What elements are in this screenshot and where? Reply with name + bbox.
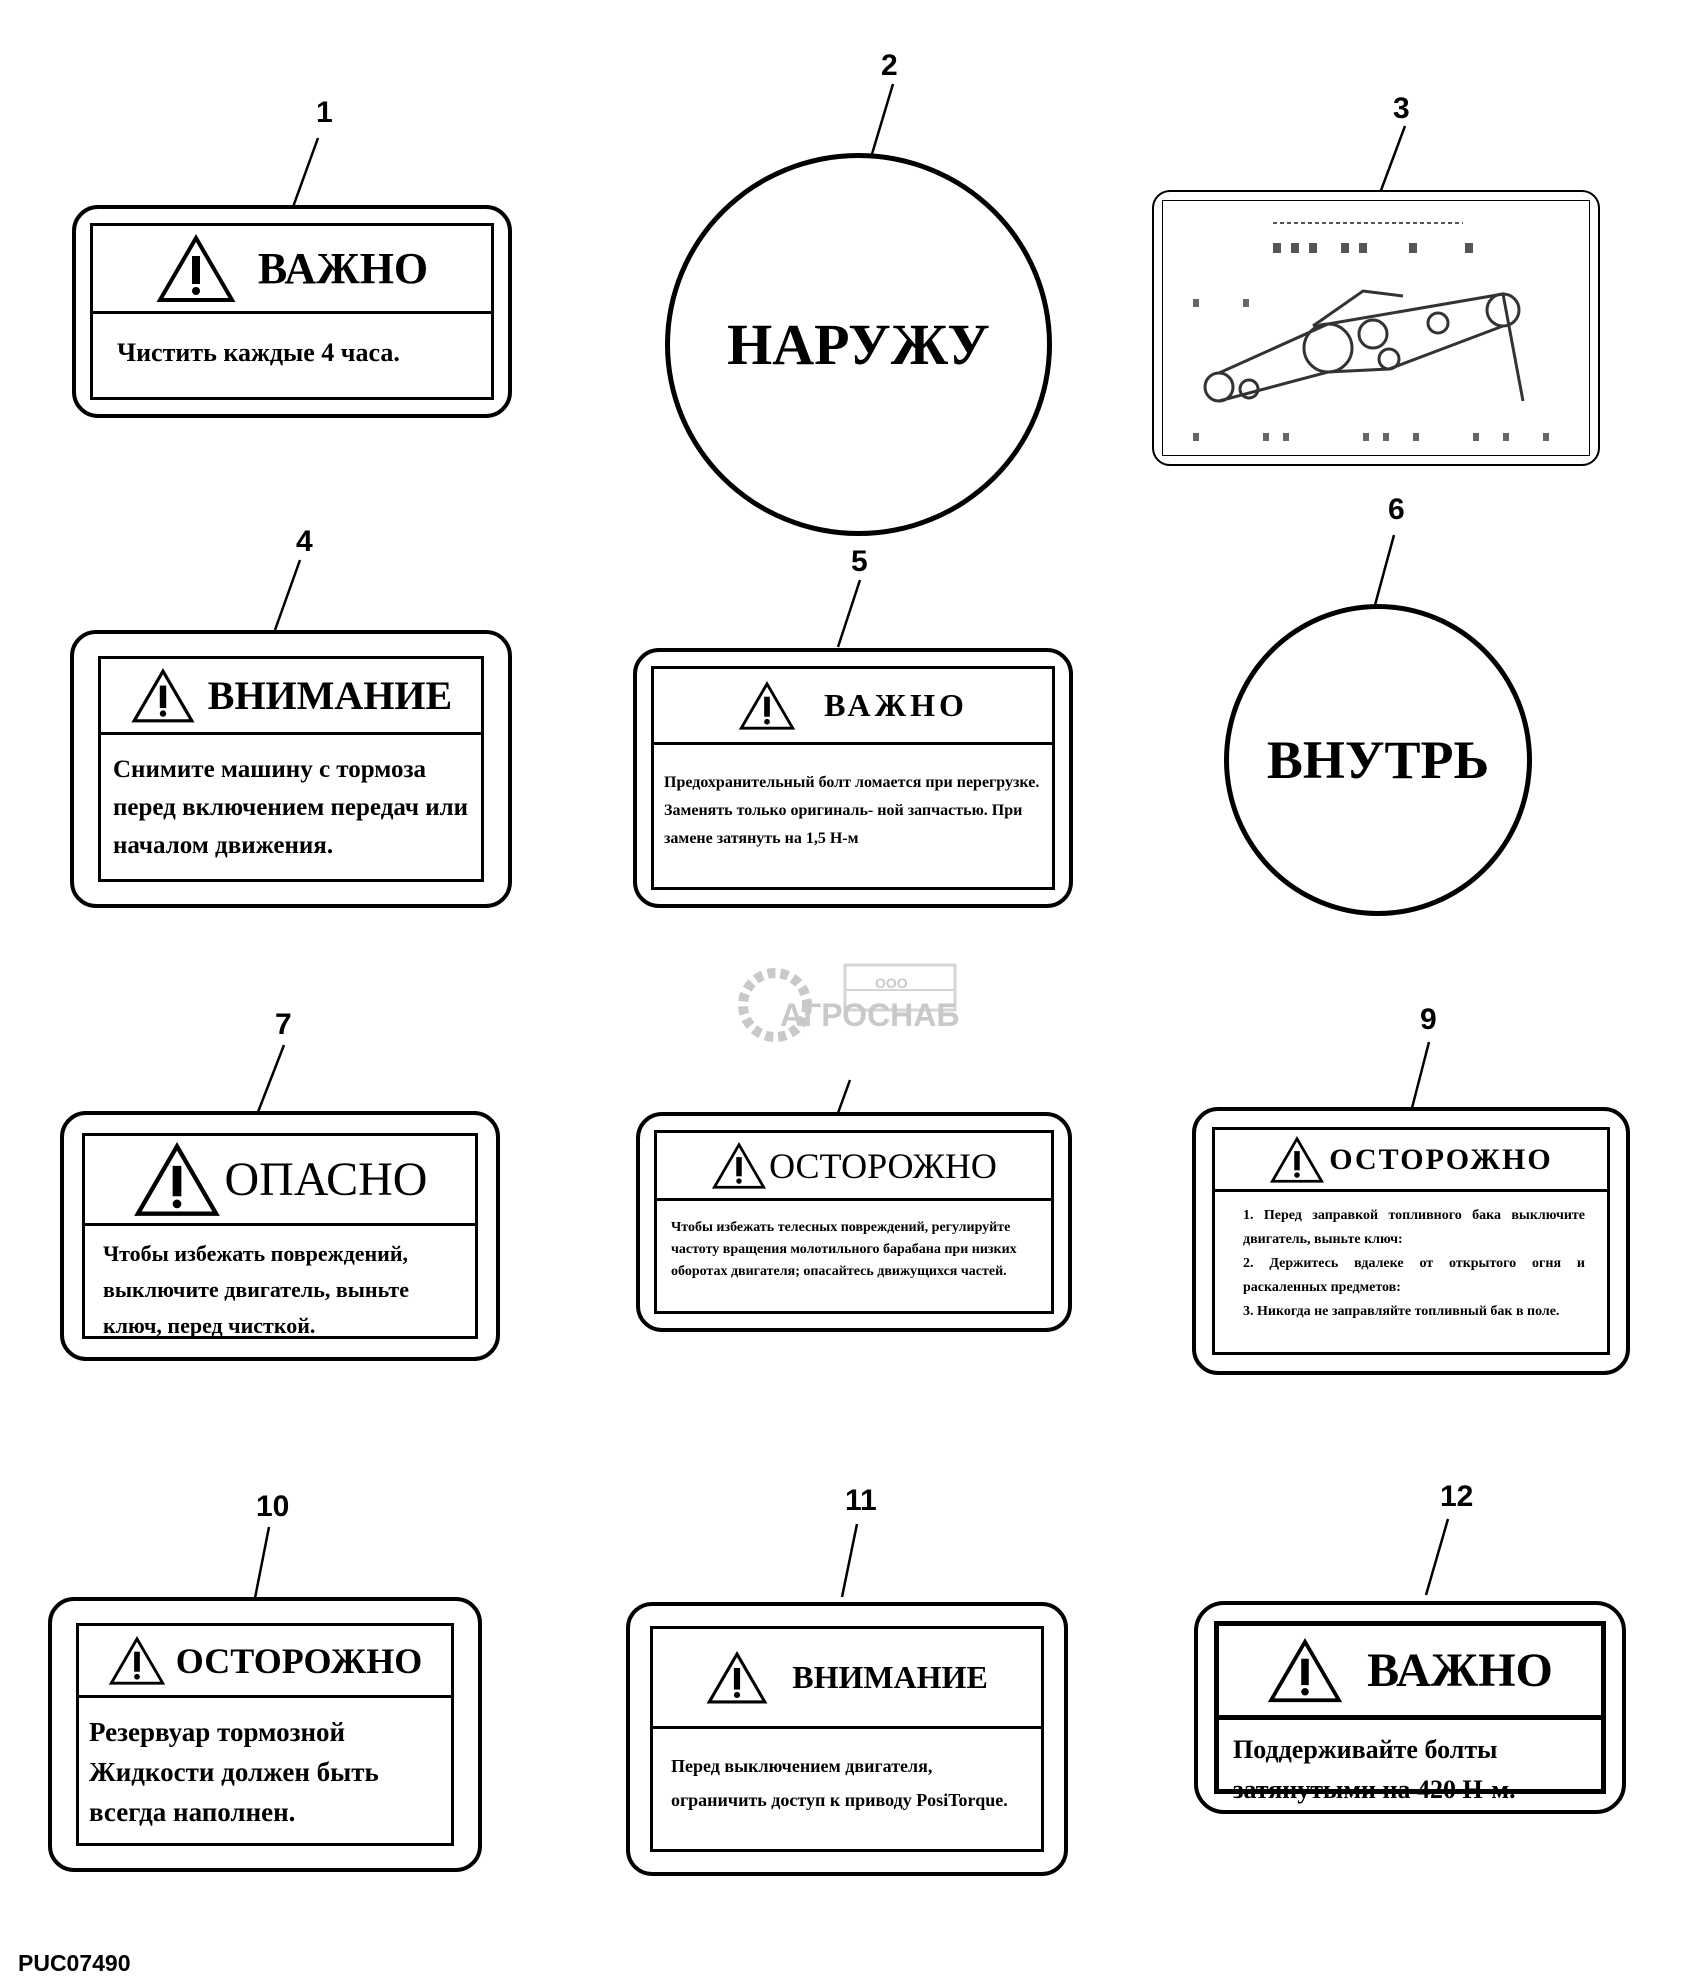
decal-body-text: Поддерживайте болты затянутыми на 420 Н-м.	[1233, 1735, 1516, 1804]
warning-triangle-icon	[108, 1636, 166, 1686]
callout-number: 6	[1388, 493, 1405, 526]
decal-header-text: ОСТОРОЖНО	[1329, 1142, 1553, 1176]
watermark-prefix: ООО	[875, 975, 908, 991]
warning-triangle-icon	[711, 1142, 767, 1190]
decal-belt-routing	[1152, 190, 1600, 466]
callout-number: 7	[275, 1008, 292, 1041]
warning-triangle-icon	[133, 1142, 221, 1218]
decal-important-bolts	[1194, 1601, 1626, 1814]
decal-outward-round	[665, 153, 1052, 536]
decal-caution-refuel	[1192, 1107, 1630, 1375]
decal-important-shear-bolt	[633, 648, 1073, 908]
decal-body-text: Чтобы избежать повреждений, выключите двигатель, выньте ключ, перед чисткой.	[103, 1241, 409, 1338]
decal-attention-positorque	[626, 1602, 1068, 1876]
callout-number: 5	[851, 545, 868, 578]
decal-header-text: ВАЖНО	[824, 687, 968, 723]
callout-number: 1	[316, 96, 333, 129]
watermark-name: АГРОСНАБ	[780, 997, 960, 1033]
warning-triangle-icon	[156, 234, 236, 304]
decal-header-text: ВНИМАНИЕ	[792, 1659, 988, 1695]
decal-inward-round	[1224, 604, 1532, 916]
warning-triangle-icon	[1269, 1136, 1325, 1184]
decal-body-text: Снимите машину с тормоза перед включением передач или началом движения.	[113, 756, 469, 859]
decal-header-text: ВНИМАНИЕ	[207, 673, 453, 718]
decal-caution-brake-fluid	[48, 1597, 482, 1872]
callout-number: 11	[845, 1484, 877, 1517]
callout-number: 12	[1440, 1480, 1474, 1513]
warning-triangle-icon	[1267, 1638, 1343, 1704]
decal-attention-brake	[70, 630, 512, 908]
decal-danger-cleaning	[60, 1111, 500, 1361]
decal-header-text: ВАЖНО	[1367, 1644, 1553, 1697]
decal-list-item: 2. Держитесь вдалеке от открытого огня и раскаленных предметов:	[1243, 1256, 1585, 1295]
decal-body-text: Чтобы избежать телесных повреждений, регулируйте частоту вращения молотильного барабана при низких оборотах двигателя; опасайтесь движущихся частей.	[671, 1220, 1017, 1279]
decal-body-text: Перед выключением двигателя, ограничить доступ к приводу PosiTorque.	[671, 1756, 1008, 1810]
decal-list-item: 1. Перед заправкой топливного бака выключите двигатель, выньте ключ:	[1243, 1208, 1585, 1247]
decal-body-list	[1243, 1204, 1585, 1324]
warning-triangle-icon	[130, 668, 196, 724]
decal-list-item: 3. Никогда не заправляйте топливный бак в поле.	[1243, 1304, 1560, 1319]
callout-number: 10	[256, 1490, 290, 1523]
belt-routing-diagram-icon	[1163, 201, 1591, 457]
decal-body-text: Чистить каждые 4 часа.	[117, 338, 400, 367]
callout-number: 4	[296, 525, 313, 558]
decal-header-text: ОПАСНО	[224, 1153, 428, 1206]
round-decal-text: НАРУЖУ	[727, 312, 990, 377]
figure-code: PUC07490	[18, 1950, 131, 1976]
decal-header-text: ОСТОРОЖНО	[769, 1145, 997, 1186]
decal-header-text: ВАЖНО	[257, 244, 429, 293]
decal-header-text: ОСТОРОЖНО	[175, 1640, 423, 1681]
callout-number: 9	[1420, 1003, 1437, 1036]
decal-important-clean	[72, 205, 512, 418]
warning-triangle-icon	[706, 1651, 768, 1705]
decal-caution-thresher	[636, 1112, 1072, 1332]
agrosnab-watermark	[725, 945, 1005, 1065]
callout-number: 2	[881, 49, 898, 82]
decal-body-text: Предохранительный болт ломается при перегрузке. Заменять только оригиналь- ной запчастью. При замене затянуть на 1,5 Н-м	[664, 774, 1040, 847]
warning-triangle-icon	[738, 681, 796, 731]
callout-number: 3	[1393, 92, 1410, 125]
decal-body-text: Резервуар тормозной Жидкости должен быть всегда наполнен.	[89, 1717, 379, 1827]
round-decal-text: ВНУТРЬ	[1266, 730, 1490, 790]
